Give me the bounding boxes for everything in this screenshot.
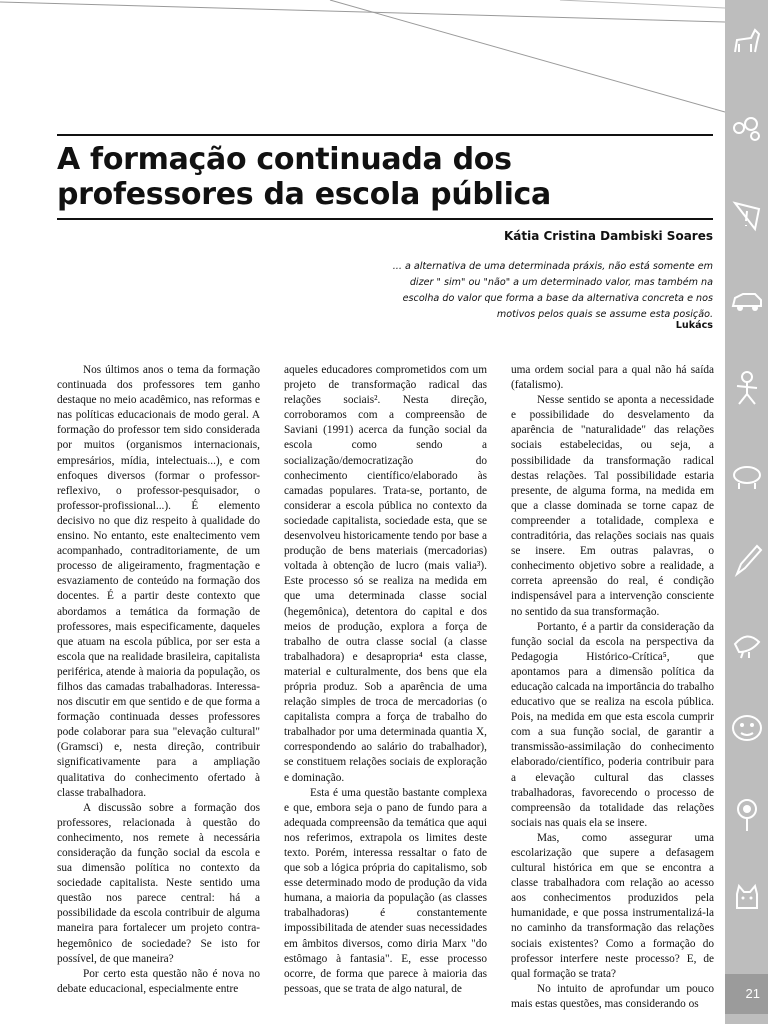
doodle-car-icon <box>729 280 765 320</box>
doodle-exclamation-icon <box>729 195 765 235</box>
text-column-1 <box>57 363 260 997</box>
article-title <box>57 142 713 212</box>
paragraph: Nesse sentido se aponta a necessidade e possibilidade do desvelamento da aparência de "naturalidade" das relações sociais estabelecidas, ou seja, a possibilidade da transformação radical destas relações. Tal possibilidade estaria presente, de alguma forma, na medida em que a classe dominada se torne capaz de compreender a totalidade, complexa e contraditória, das relações sociais nas quais se insere. Em outras palavras, o conhecimento objetivo sobre a realidade, a correta apreensão do real, é condição indispensável para a intervenção consciente no sentido da sua transformação. <box>511 394 714 618</box>
paragraph: aqueles educadores comprometidos com um projeto de transformação radical das relações sociais². Nesta direção, corroboramos com a compreensão de Saviani (1991) acerca da função social da escola como sendo a socialização/democratização do conhecimento científico/elaborado às camadas populares. Trata-se, portanto, de considerar a escola pública no contexto da sociedade capitalista, sociedade esta, que se desenvolveu historicamente tendo por base a produção de bens materiais (mercadorias) voltada à obtenção de lucro (mais valia³). Este processo só se realiza na medida em que uma determinada classe social (hegemônica), detentora do capital e dos meios de produção, explora a força de trabalho de outra classe social (a classe trabalhadora) e desapropria⁴ esta classe, material e culturalmente, dos bens que ela própria produz. Sob a aparência de uma relação simples de troca de mercadorias (o capitalista compra a força de trabalho do trabalhador por uma determinada quantia X, correspondendo ao salário do trabalhador), se constituem relações sociais de exploração e dominação. <box>284 364 487 784</box>
doodle-cluster-icon <box>729 110 765 150</box>
paragraph: No intuito de aprofundar um pouco mais estas questões, mas considerando os <box>511 982 714 1010</box>
doodle-figure-icon <box>729 368 765 408</box>
title-bottom-rule <box>57 218 713 220</box>
paragraph: Esta é uma questão bastante complexa e que, embora seja o pano de fundo para a adequada compreensão da temática que aqui nos referimos, extrapola os limites deste texto. Porém, interessa ressaltar o fato de que sob a lógica própria do capitalismo, sob esse determinado modo de produção da vida humana, a maioria da população (as classes trabalhadoras) é constantemente impossibilitada de atender suas necessidades em âmbitos diversos, como diria Marx "do estômago à fantasia". E, esse processo ocorre, de forma que parece à maioria das pessoas, que se trata de algo natural, de <box>284 786 487 995</box>
sidebar-strip <box>725 0 768 1024</box>
decorative-lines <box>0 0 725 120</box>
paragraph: Portanto, é a partir da consideração da função social da escola na perspectiva da Pedagogia Histórico-Crítica⁵, que apontamos para a dimensão política da educação calcada na importância do trabalho educativo que se realiza na escola pública. Pois, na medida em que esta escola cumprir com a sua função social, de garantir a transmissão-assimilação do conhecimento elaborado/científico, poderia contribuir para a elevação cultural das classes trabalhadoras, favorecendo o processo de compreensão da totalidade das relações sociais nas quais ela se insere. <box>511 620 714 829</box>
doodle-face-icon <box>729 708 765 748</box>
paragraph: Mas, como assegurar uma escolarização que supere a defasagem cultural histórica em que se encontra a classe trabalhadora com relação ao acesso aos conhecimentos produzidos pela humanidade, e que possa instrumentalizá-la no caminho da transformação das relações sociais existentes? Como a formação do professor interfere neste processo? E, de qual formação se trata? <box>511 831 714 980</box>
doodle-cat-icon <box>729 880 765 920</box>
doodle-sheep-icon <box>729 455 765 495</box>
epigraph-quote: ... a alternativa de uma determinada práxis, não está somente em dizer " sim" ou "não" a um determinado valor, mas também na escolha do valor que forma a base da alternativa concreta e nos motivos pelos quais se assume esta posição. <box>392 261 713 320</box>
text-column-2 <box>284 363 487 997</box>
doodle-bird-icon <box>729 622 765 662</box>
paragraph: uma ordem social para a qual não há saída (fatalismo). <box>511 364 714 392</box>
article-title-line2: professores da escola pública <box>57 177 551 212</box>
article-title-line1: A formação continuada dos <box>57 142 512 177</box>
paragraph: Nos últimos anos o tema da formação continuada dos professores tem ganho destaque no meio acadêmico, nas reformas e nas políticas educacionais de modo geral. A formação do professor tem sido considerada por muitos (organismos internacionais, empresários, mídia, intelectuais...), e com enfoques diversos (formar o professor-reflexivo, o professor-pesquisador, o professor-profissional...). É elemento decisivo no que diz respeito à qualidade do ensino. No entanto, este enaltecimento vem acompanhado, contraditoriamente, de um processo de aligeiramento, fragmentação e esvaziamento de conteúdo na formação dos docentes. É a partir deste contexto que abordamos a temática da formação de professores, mais especificamente, daqueles que atuam na escola pública, por ser esta a escola que na realidade brasileira, capitalista periférica, atende à maioria da população, os filhos das camadas trabalhadoras. Interessa-nos discutir em que sentido e de que forma a formação continuada desses professores pode colaborar para sua "elevação cultural" (Gramsci) e, nesta direção, contribuir significativamente para a ampliação qualitativa do conhecimento ofertado à classe trabalhadora. <box>57 364 260 799</box>
epigraph-source: Lukács <box>675 320 713 331</box>
doodle-horse-icon <box>729 22 765 62</box>
text-column-3 <box>511 363 714 1012</box>
paragraph: A discussão sobre a formação dos professores, relacionada à questão do conhecimento, nos remete à necessária consideração da função social da escola e sua dimensão política no contexto da sociedade capitalista. Neste sentido uma questão nos parece central: há a possibilidade da escola contribuir de alguma maneira para fortalecer um projeto contra-hegemônico de sociedade? Se isto for possível, de que maneira? <box>57 801 260 965</box>
page-number: 21 <box>725 974 768 1014</box>
doodle-flower-icon <box>729 795 765 835</box>
doodle-pencil-icon <box>729 540 765 580</box>
paragraph: Por certo esta questão não é nova no debate educacional, especialmente entre <box>57 967 260 995</box>
title-top-rule <box>57 134 713 136</box>
author-name: Kátia Cristina Dambiski Soares <box>503 229 713 243</box>
